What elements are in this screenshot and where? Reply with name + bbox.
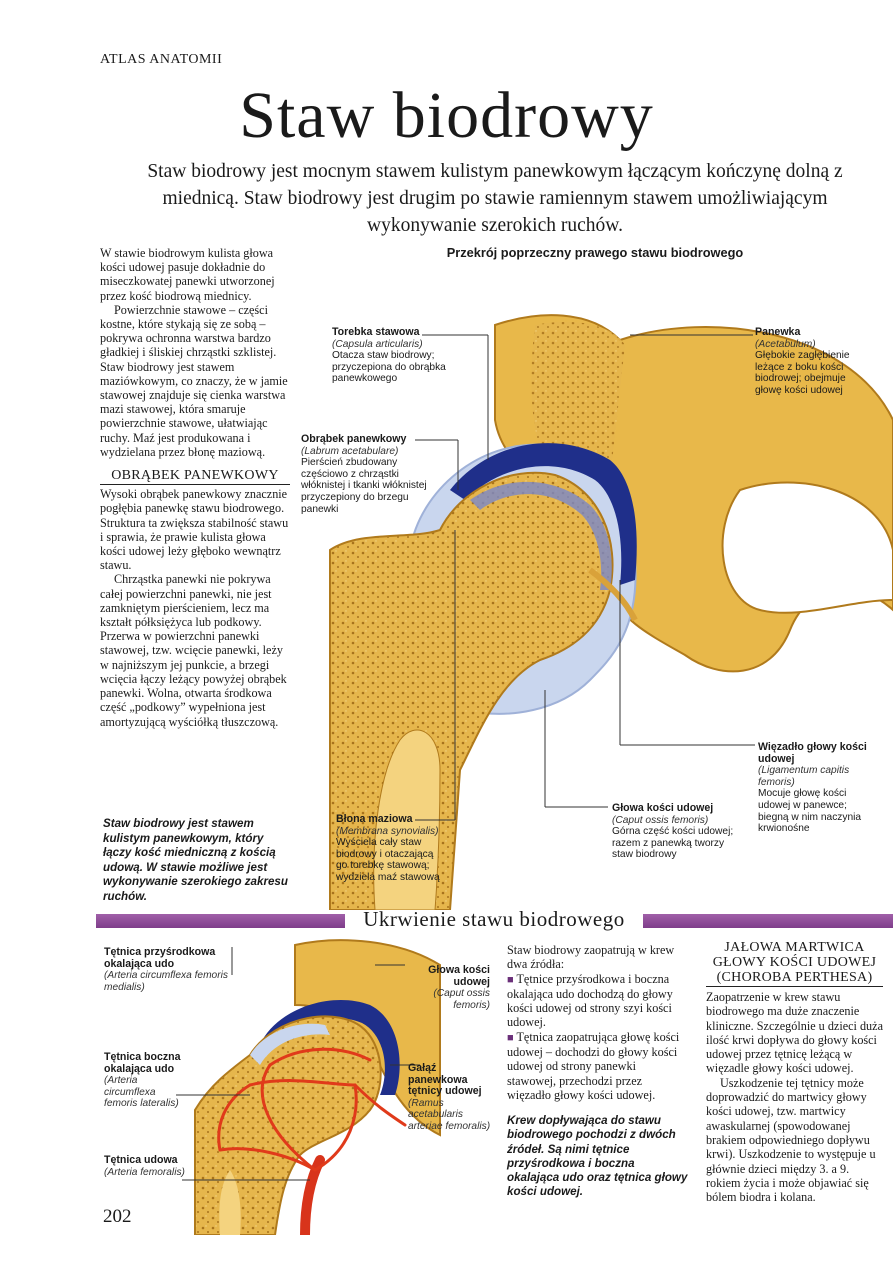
label-wiezadlo-title: Więzadło głowy kości udowej <box>758 741 867 765</box>
label-glowa-kosci-udowej-2 <box>408 965 490 1011</box>
cartilage-paragraph: Chrząstka panewki nie pokrywa całej powierzchni panewki, nie jest zamkniętym pierścieniem, lecz ma kształt półksiężyca lub podkowy. Przerwa w powierzchni panewki stawowej, tzw. wcięcie panewki, leży w najniższym jej punkcie, a brzegi wcięcia łączy leżący powyżej obrąbek panewki. Wolna, otwarta środkowa część „podkowy” wypełniona jest amortyzującą wyściółką tłuszczową. <box>100 572 287 729</box>
label-glowa-desc: Górna część kości udowej; razem z panewką tworzy staw biodrowy <box>612 826 734 861</box>
label-obrabek-desc: Pierścień zbudowany częściowo z chrząstki włóknistej i tkanki włóknistej przyczepiony do brzegu panewki <box>301 457 427 515</box>
blood-supply-callout: Krew dopływająca do stawu biodrowego pochodzi z dwóch źródeł. Są nimi tętnice przyśrodkowa i boczna okalająca udo oraz tętnica głowy kości udowej. <box>507 1114 688 1199</box>
label-panewka-title: Panewka <box>755 326 801 338</box>
label-panewka <box>755 327 865 397</box>
label-blona-maziowa <box>336 814 446 884</box>
bullet-1-text: Tętnice przyśrodkowa i boczna okalająca udo dochodzą do głowy kości udowej od strony szyi kości udowej. <box>507 971 673 1030</box>
label-glowa-kosci-udowej <box>612 803 740 861</box>
blood-supply-text-column <box>507 943 685 1102</box>
label-udowa-latin: (Arteria femoralis) <box>104 1166 185 1178</box>
label-blona-desc: Wyściela cały staw biodrowy i otaczającą go torebkę stawową; wydziela maź stawową <box>336 837 440 883</box>
intro-paragraph: W stawie biodrowym kulista głowa kości udowej pasuje dokładnie do miseczkowatej panewki utworzonej przez kość biodrową miednicy. <box>100 246 275 303</box>
blood-supply-bullet-1 <box>507 972 685 1030</box>
label-wiezadlo-latin: (Ligamentum capitis femoris) <box>758 765 850 788</box>
perthes-heading: JAŁOWA MARTWICA GŁOWY KOŚCI UDOWEJ (CHOROBA PERTHESA) <box>706 940 883 987</box>
label-obrabek-panewkowy <box>301 434 431 515</box>
label-boczna-latin: (Arteria circumflexa femoris lateralis) <box>104 1075 179 1110</box>
label-galaz-latin: (Ramus acetabularis arteriae femoralis) <box>408 1097 491 1132</box>
bullet-square-icon: ■ <box>507 1031 514 1044</box>
label-obrabek-latin: (Labrum acetabulare) <box>301 445 399 457</box>
label-przysrodkowa-title: Tętnica przyśrodkowa okalająca udo <box>104 946 216 970</box>
page-number: 202 <box>103 1206 132 1227</box>
label-blona-title: Błona maziowa <box>336 813 413 825</box>
bullet-2-text: Tętnica zaopatrująca głowę kości udowej – dochodzi do głowy kości udowej od strony panewki stawowej, przechodzi przez więzadło głowy kości udowej. <box>507 1029 680 1102</box>
bullet-square-icon: ■ <box>507 973 514 986</box>
atlas-label: ATLAS ANATOMII <box>100 52 223 67</box>
label-wiezadlo-glowy <box>758 742 876 835</box>
label-galaz-title: Gałąź panewkowa tętnicy udowej <box>408 1062 482 1098</box>
label-tetnica-boczna <box>104 1052 182 1110</box>
label-udowa-title: Tętnica udowa <box>104 1154 178 1166</box>
obrabek-paragraph: Wysoki obrąbek panewkowy znacznie pogłębia panewkę stawu biodrowego. Struktura ta zwiększa stabilność stawu i sprawia, że prawie kulista głowa kości udowej leży głęboko wewnątrz stawu. <box>100 487 289 573</box>
perthes-paragraph-2: Uszkodzenie tej tętnicy może doprowadzić do martwicy głowy kości udowej, tzw. martwicy awaskularnej (spowodowanej brakiem odpowiedniego dopływu krwi). Uszkodzenie to występuje u głównie dzieci między 3. a 9. rokiem życia i może objawiać się bólem biodra i kolana. <box>706 1075 876 1205</box>
label-torebka-latin: (Capsula articularis) <box>332 338 423 350</box>
label-przysrodkowa-latin: (Arteria circumflexa femoris medialis) <box>104 970 228 993</box>
label-glowa2-latin: (Caput ossis femoris) <box>433 988 490 1011</box>
section-heading-bar <box>96 907 893 936</box>
label-tetnica-przysrodkowa <box>104 947 232 993</box>
section-heading-ukrwienie: Ukrwienie stawu biodrowego <box>363 907 625 931</box>
left-callout: Staw biodrowy jest stawem kulistym panewkowym, który łączy kość miedniczną z kością udową. W stawie możliwe jest wykonywanie szerokiego zakresu ruchów. <box>103 817 288 903</box>
label-panewka-latin: (Acetabulum) <box>755 338 816 350</box>
label-panewka-desc: Głębokie zagłębienie leżące z boku kości biodrowej; obejmuje głowę kości udowej <box>755 350 850 396</box>
blood-supply-intro: Staw biodrowy zaopatrują w krew dwa źródła: <box>507 943 675 972</box>
label-glowa-title: Głowa kości udowej <box>612 802 714 814</box>
blood-supply-bullet-2 <box>507 1030 685 1102</box>
label-galaz-panewkowa <box>408 1063 494 1133</box>
label-glowa2-title: Głowa kości udowej <box>428 964 490 988</box>
obrabek-section-heading: OBRĄBEK PANEWKOWY <box>100 469 290 485</box>
perthes-paragraph-1: Zaopatrzenie w krew stawu biodrowego ma duże znaczenie kliniczne. Szczególnie u dzieci duża ilość krwi dopływa do głowy kości udowej przez tętnicę leżącą w więzadle głowy kości udowej. <box>706 990 883 1076</box>
label-glowa-latin: (Caput ossis femoris) <box>612 814 709 826</box>
diagram-title: Przekrój poprzeczny prawego stawu biodrowego <box>446 245 744 260</box>
label-torebka-desc: Otacza staw biodrowy; przyczepiona do obrąbka panewkowego <box>332 350 446 385</box>
label-blona-latin: (Membrana synovialis) <box>336 825 439 837</box>
page-title: Staw biodrowy <box>239 79 654 152</box>
perthes-text-column <box>706 940 883 1204</box>
label-wiezadlo-desc: Mocuje głowę kości udowej w panewce; biegną w nim naczynia krwionośne <box>758 788 862 835</box>
surfaces-paragraph: Powierzchnie stawowe – części kostne, które stykają się ze sobą – pokrywa ochronna warstwa bardzo gładkiej i śliskiej chrząstki szklistej. Staw biodrowy jest stawem maziówkowym, co znaczy, że w jamie stawowej znajduje się cienka warstwa mazi stawowej, która smaruje powierzchnie stawowe, ułatwiając ruchy. Maź jest produkowana i wydzielana przez błonę maziową. <box>100 302 288 459</box>
label-boczna-title: Tętnica boczna okalająca udo <box>104 1051 181 1075</box>
left-text-column <box>100 246 290 729</box>
label-tetnica-udowa <box>104 1155 214 1178</box>
label-torebka-title: Torebka stawowa <box>332 326 420 338</box>
label-obrabek-title: Obrąbek panewkowy <box>301 433 407 445</box>
page-subtitle: Staw biodrowy jest mocnym stawem kulistym panewkowym łączącym kończynę dolną z miednicą. Staw biodrowy jest drugim po stawie ramiennym stawem umożliwiającym wykonywanie szerokich ruchów. <box>147 161 843 236</box>
label-torebka-stawowa <box>332 327 472 385</box>
